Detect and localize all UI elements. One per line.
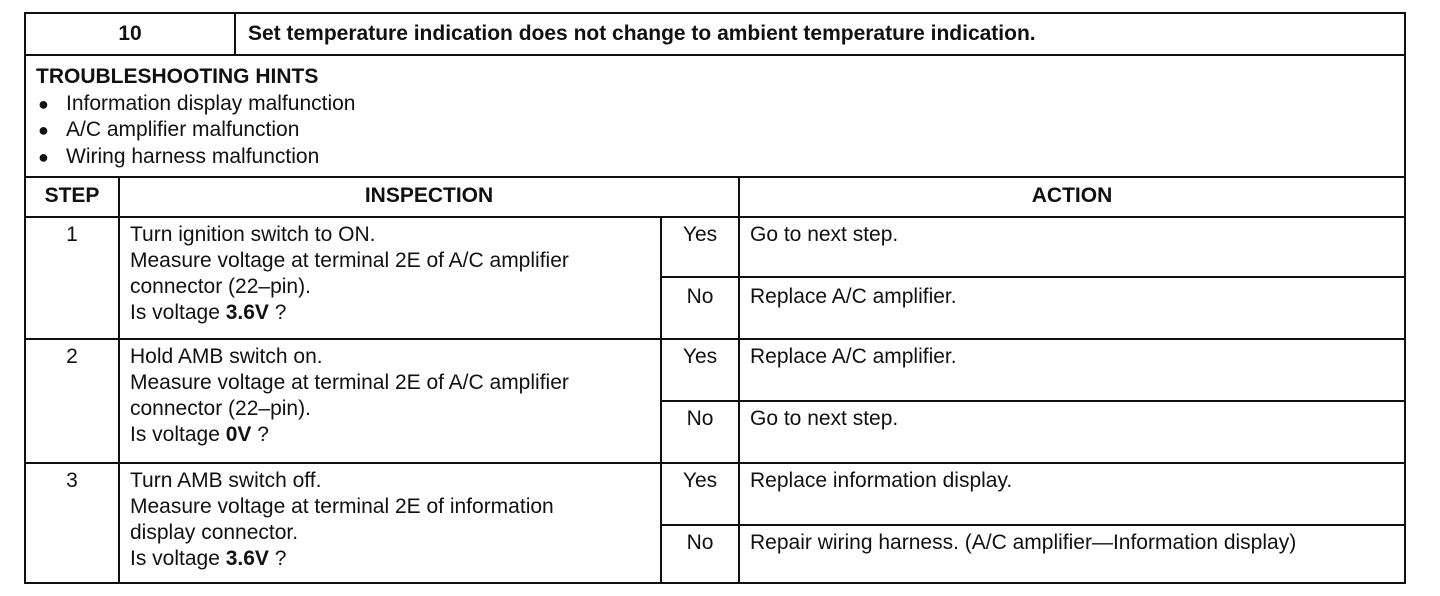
yes-action: Go to next step. [750, 223, 899, 246]
question-prefix: Is voltage [130, 423, 226, 446]
step-number: 1 [66, 223, 78, 246]
row-divider [660, 276, 1404, 278]
hint-item [36, 117, 1404, 144]
question-suffix: ? [268, 547, 287, 570]
hints-title: TROUBLESHOOTING HINTS [36, 65, 319, 88]
question-suffix: ? [268, 301, 287, 324]
column-header-step: STEP [44, 184, 100, 207]
yes-label: Yes [682, 345, 718, 368]
step-number: 3 [66, 469, 78, 492]
inspection-question [130, 546, 660, 572]
yes-action: Replace information display. [750, 469, 1013, 492]
row-divider [26, 462, 1404, 464]
bullet-icon: ● [38, 93, 49, 114]
column-divider [660, 216, 662, 582]
column-header-inspection: INSPECTION [364, 184, 494, 207]
row-divider [660, 400, 1404, 402]
hint-text: Wiring harness malfunction [66, 144, 320, 168]
row-divider [660, 524, 1404, 526]
voltage-value: 0V [225, 423, 252, 446]
inspection-line: Measure voltage at terminal 2E of A/C amplifier [130, 249, 569, 272]
voltage-value: 3.6V [225, 301, 269, 324]
inspection-question [130, 300, 660, 326]
question-suffix: ? [251, 423, 269, 446]
inspection-line: Measure voltage at terminal 2E of A/C amplifier [130, 371, 569, 394]
bullet-icon: ● [38, 120, 49, 140]
inspection-line: Turn ignition switch to ON. [130, 223, 376, 246]
inspection-text [120, 222, 660, 326]
no-label: No [686, 285, 714, 308]
troubleshooting-hints [26, 56, 1404, 178]
inspection-line: display connector. [130, 521, 299, 544]
hint-text: A/C amplifier malfunction [66, 118, 300, 141]
column-header-action: ACTION [1031, 184, 1113, 207]
problem-number: 10 [26, 14, 236, 54]
yes-label: Yes [682, 223, 718, 246]
yes-label: Yes [682, 469, 718, 492]
inspection-text [120, 468, 660, 572]
inspection-line: Turn AMB switch off. [130, 469, 322, 492]
problem-header [26, 14, 1404, 56]
step-number: 2 [66, 345, 78, 368]
question-prefix: Is voltage [130, 547, 226, 570]
hint-item [36, 91, 1404, 118]
inspection-line: connector (22–pin). [130, 397, 311, 420]
yes-action: Replace A/C amplifier. [750, 345, 957, 368]
inspection-line: connector (22–pin). [130, 275, 311, 298]
hint-item [36, 144, 1404, 171]
no-action: Replace A/C amplifier. [750, 285, 957, 308]
problem-title: Set temperature indication does not change to ambient temperature indication. [248, 22, 1036, 45]
hint-text: Information display malfunction [66, 91, 356, 115]
inspection-line: Measure voltage at terminal 2E of information [130, 495, 554, 518]
row-divider [26, 338, 1404, 340]
troubleshooting-sheet [24, 12, 1406, 584]
no-action: Go to next step. [750, 407, 899, 430]
inspection-text [120, 344, 660, 448]
inspection-line: Hold AMB switch on. [130, 345, 323, 368]
inspection-table [26, 178, 1404, 582]
row-divider [26, 216, 1404, 218]
inspection-question [130, 422, 660, 448]
bullet-icon: ● [38, 146, 49, 167]
voltage-value: 3.6V [225, 547, 269, 570]
no-action: Repair wiring harness. (A/C amplifier—Information display) [750, 531, 1297, 554]
no-label: No [686, 407, 714, 430]
question-prefix: Is voltage [130, 301, 226, 324]
no-label: No [686, 531, 714, 554]
